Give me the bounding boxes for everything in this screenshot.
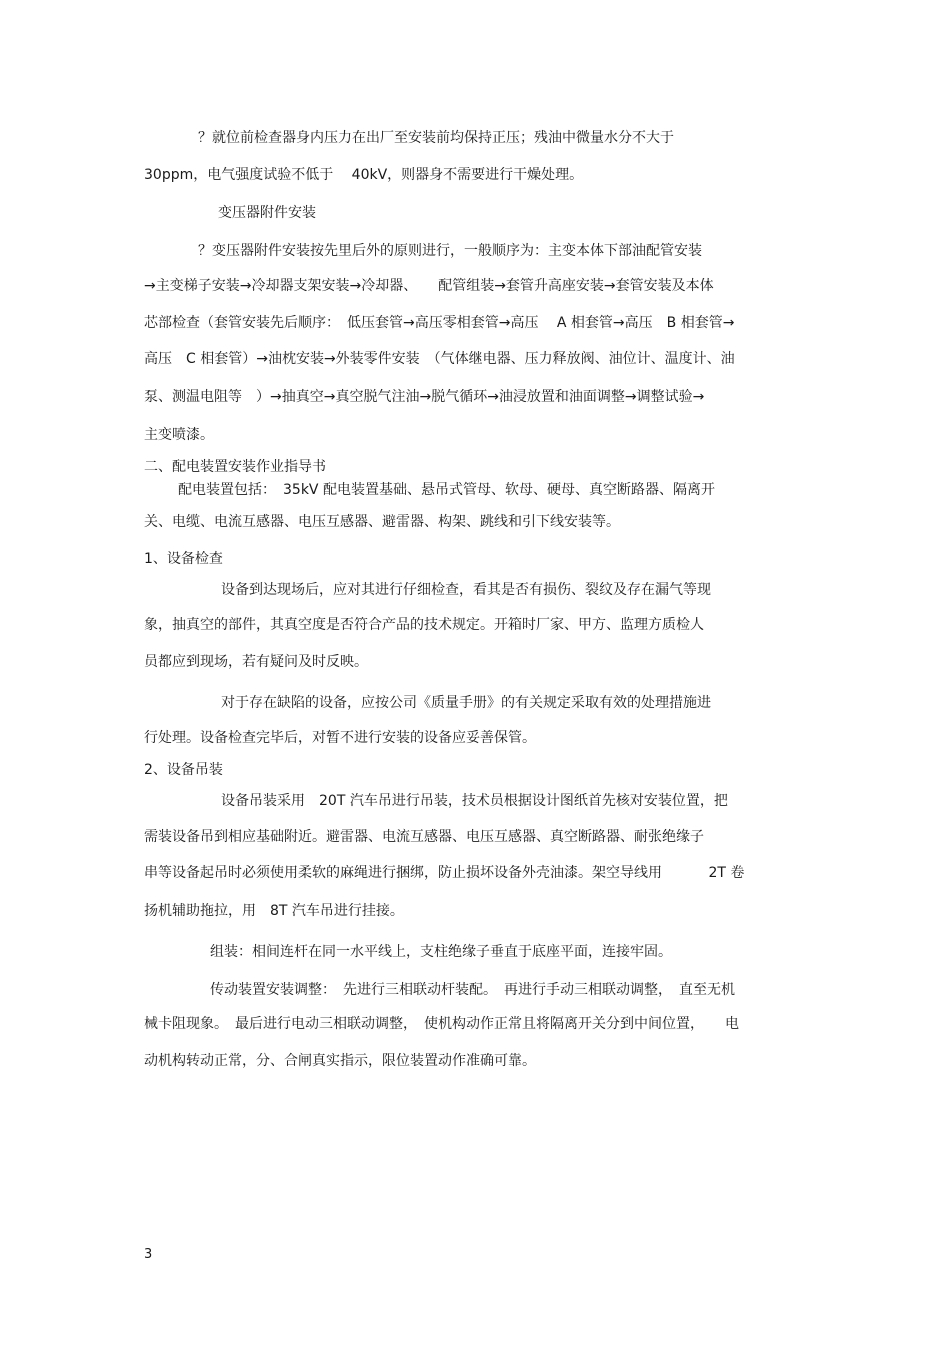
section-heading: 二、配电装置安装作业指导书 [144, 459, 326, 475]
text-line: 高压 C 相套管）→油枕安装→外装零件安装 （气体继电器、压力释放阀、油位计、温度计、油 [144, 351, 735, 367]
text-line: 关、电缆、电流互感器、电压互感器、避雷器、构架、跳线和引下线安装等。 [144, 514, 620, 530]
text-line: 主变喷漆。 [144, 427, 214, 443]
text-line: 扬机辅助拖拉，用 8T 汽车吊进行挂接。 [144, 903, 404, 919]
page-number: 3 [144, 1247, 153, 1262]
text-line: 对于存在缺陷的设备，应按公司《质量手册》的有关规定采取有效的处理措施进 [221, 695, 711, 711]
section-heading: 2、设备吊装 [144, 762, 223, 778]
text-line: 设备吊装采用 20T 汽车吊进行吊装，技术员根据设计图纸首先核对安装位置，把 [221, 793, 728, 809]
text-line: ？变压器附件安装按先里后外的原则进行，一般顺序为：主变本体下部油配管安装 [198, 243, 702, 259]
text-line: 象，抽真空的部件，其真空度是否符合产品的技术规定。开箱时厂家、甲方、监理方质检人 [144, 617, 704, 633]
text-line: 组装：相间连杆在同一水平线上，支柱绝缘子垂直于底座平面，连接牢固。 [210, 944, 672, 960]
text-line: 串等设备起吊时必须使用柔软的麻绳进行捆绑，防止损坏设备外壳油漆。架空导线用 2T 卷 [144, 865, 745, 881]
section-heading: 变压器附件安装 [218, 205, 316, 221]
text-line: ？就位前检查器身内压力在出厂至安装前均保持正压；残油中微量水分不大于 [198, 130, 674, 146]
text-line: 芯部检查（套管安装先后顺序： 低压套管→高压零相套管→高压 A 相套管→高压 B 相套管→ [144, 315, 735, 331]
text-line: 配电装置包括： 35kV 配电装置基础、悬吊式管母、软母、硬母、真空断路器、隔离开 [178, 482, 715, 498]
section-heading: 1、设备检查 [144, 551, 223, 567]
text-line: 设备到达现场后，应对其进行仔细检查，看其是否有损伤、裂纹及存在漏气等现 [221, 582, 711, 598]
text-line: 动机构转动正常，分、合闸真实指示，限位装置动作准确可靠。 [144, 1053, 536, 1069]
text-line: 需装设备吊到相应基础附近。避雷器、电流互感器、电压互感器、真空断路器、耐张绝缘子 [144, 829, 704, 845]
text-line: →主变梯子安装→冷却器支架安装→冷却器、 配管组装→套管升高座安装→套管安装及本体 [144, 278, 714, 294]
text-line: 械卡阻现象。 最后进行电动三相联动调整， 使机构动作正常且将隔离开关分到中间位置， 电 [144, 1016, 739, 1032]
text-line: 泵、测温电阻等 ）→抽真空→真空脱气注油→脱气循环→油浸放置和油面调整→调整试验→ [144, 389, 705, 405]
text-line: 员都应到现场，若有疑问及时反映。 [144, 654, 368, 670]
text-line: 30ppm，电气强度试验不低于 40kV，则器身不需要进行干燥处理。 [144, 167, 584, 183]
text-line: 行处理。设备检查完毕后，对暂不进行安装的设备应妥善保管。 [144, 730, 536, 746]
text-line: 传动装置安装调整： 先进行三相联动杆装配。 再进行手动三相联动调整， 直至无机 [210, 982, 735, 998]
